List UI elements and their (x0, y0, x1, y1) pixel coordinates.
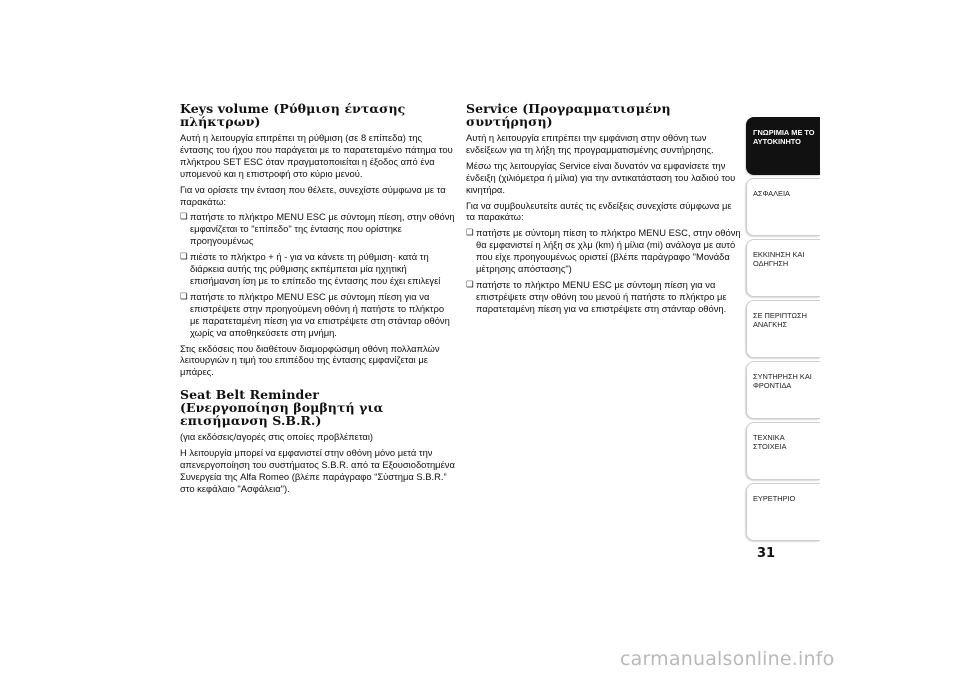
sbr-title (180, 388, 455, 427)
tab-emergency[interactable] (746, 300, 820, 358)
keys-volume-note: Στις εκδόσεις που διαθέτουν διαμορφώσιμη οθόνη πολλαπλών λειτουργιών η τιμή του επιπέδου της έντασης εμφανίζεται με μπάρες. (180, 342, 440, 378)
service-steps (466, 227, 741, 314)
list-item: ❏ πατήστε το πλήκτρο MENU ESC με σύντομη πίεση για να επιστρέψετε στην οθόνη του μενού ή πατήστε το πλήκτρο με παρατεταμένη πίεση για να επιστρέψετε στη στάνταρ οθόνη. (466, 279, 741, 315)
tab-safety[interactable] (746, 178, 820, 236)
sbr-title-line2: (Ενεργοποίηση βομβητή για επισήμανση S.B.R.) (180, 400, 384, 429)
tab-label: ΕΥΡΕΤΗΡΙΟ (753, 494, 796, 503)
list-item: ❏ πατήστε το πλήκτρο MENU ESC με σύντομη πίεση για να επιστρέψετε στην προηγούμενη οθόνη ή πατήστε το πλήκτρο με παρατεταμένη πίεση για να επιστρέψετε στη στάνταρ οθόνη χωρίς να αποθηκεύσετε στη μνήμη. (180, 291, 455, 339)
tab-label: ΣΥΝΤΗΡΗΣΗ ΚΑΙ ΦΡΟΝΤΙΔΑ (753, 372, 812, 390)
tab-label: ΕΚΚΙΝΗΣΗ ΚΑΙ ΟΔΗΓΗΣΗ (753, 250, 805, 268)
tab-label: ΓΝΩΡΙΜΙΑ ΜΕ ΤΟ ΑΥΤΟΚΙΝΗΤΟ (753, 128, 815, 146)
keys-volume-title: Keys volume (Ρύθμιση έντασης πλήκτρων) (180, 101, 406, 129)
sbr-body: Η λειτουργία μπορεί να εμφανιστεί στην οθόνη μόνο μετά την απενεργοποίηση του συστήματος S.B.R. από τα Εξουσιοδοτημένα Συνεργεία της Alfa Romeo (βλέπε παράγραφο “Σύστημα S.B.R.” στο κεφάλαιο "Ασφάλεια"). (180, 447, 455, 494)
tab-getting-to-know[interactable] (746, 117, 820, 175)
right-column (466, 102, 741, 319)
tab-maintenance[interactable] (746, 361, 820, 419)
keys-volume-instructions: Για να ορίσετε την ένταση που θέλετε, συνεχίστε σύμφωνα με τα παρακάτω: (180, 183, 446, 207)
tab-label: ΑΣΦΑΛΕΙΑ (753, 189, 790, 198)
chapter-tabs (746, 117, 820, 544)
tab-label: ΤΕΧΝΙΚΑ ΣΤΟΙΧΕΙΑ (753, 433, 787, 451)
tab-index[interactable] (746, 483, 820, 541)
keys-volume-intro: Αυτή η λειτουργία επιτρέπει τη ρύθμιση (σε 8 επίπεδα) της έντασης του ήχου που παράγεται με το παρατεταμένο πάτημα του πλήκτρου SET ESC όταν πραγματοποιείται η έξοδος από ένα υπομενού και η επιστροφή στο κύριο μενού. (180, 132, 453, 179)
sbr-subtitle: (για εκδόσεις/αγορές στις οποίες προβλέπεται) (180, 431, 374, 443)
service-title: Service (Προγραμματισμένη συντήρηση) (466, 101, 671, 129)
service-oil: Μέσω της λειτουργίας Service είναι δυνατόν να εμφανίσετε την ένδειξη (χιλιόμετρα ή μίλια) για την αντικατάσταση του λαδιού του κινητήρα. (466, 159, 736, 195)
left-column (180, 102, 455, 499)
keys-volume-steps (180, 211, 455, 338)
list-item: ❏ πατήστε με σύντομη πίεση το πλήκτρο MENU ESC, στην οθόνη θα εμφανιστεί η λήξη σε χλμ (km) ή μίλια (mi) ανάλογα με αυτό που είχε προηγουμένως οριστεί (βλέπε παράγραφο "Μονάδα μέτρησης απόστασης") (466, 227, 741, 275)
page-number: 31 (757, 546, 776, 561)
list-item: ❏ πιέστε το πλήκτρο + ή - για να κάνετε τη ρύθμιση· κατά τη διάρκεια αυτής της ρύθμισης εκπέμπεται μία ηχητική επισήμανση ίση με το επίπεδο της έντασης που έχει επιλεγεί (180, 251, 455, 287)
tab-technical-data[interactable] (746, 422, 820, 480)
list-item: ❏ πατήστε το πλήκτρο MENU ESC με σύντομη πίεση, στην οθόνη εμφανίζεται το "επίπεδο" της έντασης που ορίστηκε προηγουμένως (180, 211, 455, 247)
sbr-title-line1: Seat Belt Reminder (180, 387, 320, 403)
service-instructions: Για να συμβουλευτείτε αυτές τις ενδείξεις συνεχίστε σύμφωνα με τα παρακάτω: (466, 199, 732, 223)
tab-starting-driving[interactable] (746, 239, 820, 297)
watermark: carmanualsonline.info (620, 648, 835, 670)
service-intro: Αυτή η λειτουργία επιτρέπει την εμφάνιση στην οθόνη των ενδείξεων για τη λήξη της προγραμματισμένης συντήρησης. (466, 132, 714, 155)
tab-label: ΣΕ ΠΕΡΙΠΤΩΣΗ ΑΝΑΓΚΗΣ (753, 311, 807, 329)
